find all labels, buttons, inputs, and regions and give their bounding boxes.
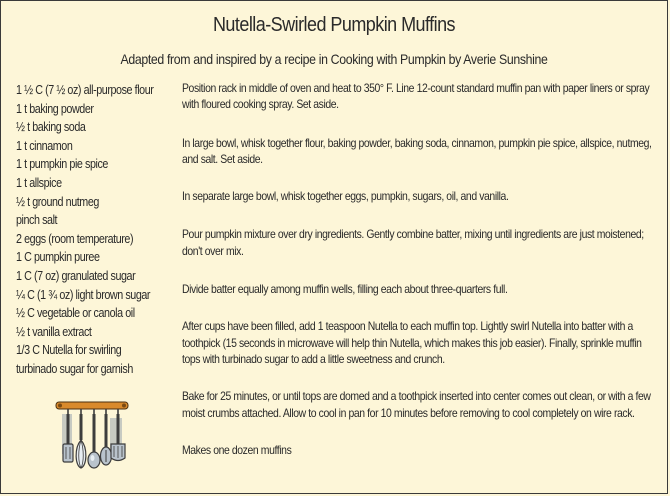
- ingredient-item: ¼ C (1 ¾ oz) light brown sugar: [16, 287, 151, 302]
- ingredient-item: 1 t allspice: [16, 175, 62, 190]
- instruction-step: [182, 389, 660, 422]
- ingredient-item: pinch salt: [16, 213, 58, 228]
- ingredient-item: 1 t baking powder: [16, 101, 94, 116]
- instruction-step-text: After cups have been filled, add 1 teaspoon Nutella to each muffin top. Lightly swirl Nutella into batter with a toothpick (15 seconds in microwave will help thin Nutella, which makes this job easier). Finally, sprinkle muffin tops with turbinado sugar to add a little sweetness and crunch.: [182, 320, 642, 366]
- instruction-step-text: In large bowl, whisk together flour, baking powder, baking soda, cinnamon, pumpkin pie spice, allspice, nutmeg, and salt. Set aside.: [182, 136, 652, 166]
- ingredient-item: ½ t ground nutmeg: [16, 194, 99, 209]
- instruction-step: [182, 136, 660, 169]
- recipe-subtitle: Adapted from and inspired by a recipe in Cooking with Pumpkin by Averie Sunshine: [120, 51, 548, 67]
- ingredient-item: ½ t vanilla extract: [16, 324, 92, 339]
- instruction-step-text: Makes one dozen muffins: [182, 443, 292, 457]
- instruction-step: [182, 282, 660, 298]
- recipe-title: Nutella-Swirled Pumpkin Muffins: [212, 14, 456, 36]
- instruction-step: [182, 189, 660, 205]
- ingredients-list: [16, 81, 186, 379]
- ingredient-item: 2 eggs (room temperature): [16, 231, 134, 246]
- ingredient-item: 1/3 C Nutella for swirling: [16, 343, 122, 358]
- instruction-step: [182, 227, 660, 260]
- ingredient-item: 1 ½ C (7 ½ oz) all-purpose flour: [16, 83, 154, 97]
- ingredient-item: turbinado sugar for garnish: [16, 361, 133, 376]
- instruction-step-text: Bake for 25 minutes, or until tops are domed and a toothpick inserted into center comes out clean, or with a few moist crumbs attached. Allow to cool in pan for 10 minutes before removing to cool completely on wire rack.: [182, 390, 651, 420]
- ingredient-item: 1 C pumpkin puree: [16, 250, 100, 265]
- ingredient-item: ½ t baking soda: [16, 120, 86, 135]
- instruction-step-text: Position rack in middle of oven and heat to 350° F. Line 12-count standard muffin pan with paper liners or spray with floured cooking spray. Set aside.: [182, 82, 650, 112]
- instruction-step: [182, 443, 660, 459]
- instruction-step-text: Divide batter equally among muffin wells, filling each about three-quarters full.: [182, 283, 508, 297]
- ingredient-item: 1 C (7 oz) granulated sugar: [16, 268, 136, 283]
- instruction-step: [182, 81, 660, 114]
- instructions-list: [182, 81, 660, 459]
- ingredient-item: 1 t pumpkin pie spice: [16, 157, 108, 172]
- instruction-step: [182, 319, 660, 368]
- ingredient-item: ½ C vegetable or canola oil: [16, 306, 135, 321]
- instruction-step-text: In separate large bowl, whisk together eggs, pumpkin, sugars, oil, and vanilla.: [182, 190, 509, 204]
- ingredient-item: 1 t cinnamon: [16, 138, 73, 153]
- kitchen-utensils-icon: [48, 394, 138, 476]
- instruction-step-text: Pour pumpkin mixture over dry ingredients. Gently combine batter, mixing until ingredients are just moistened; don't over mix.: [182, 228, 644, 258]
